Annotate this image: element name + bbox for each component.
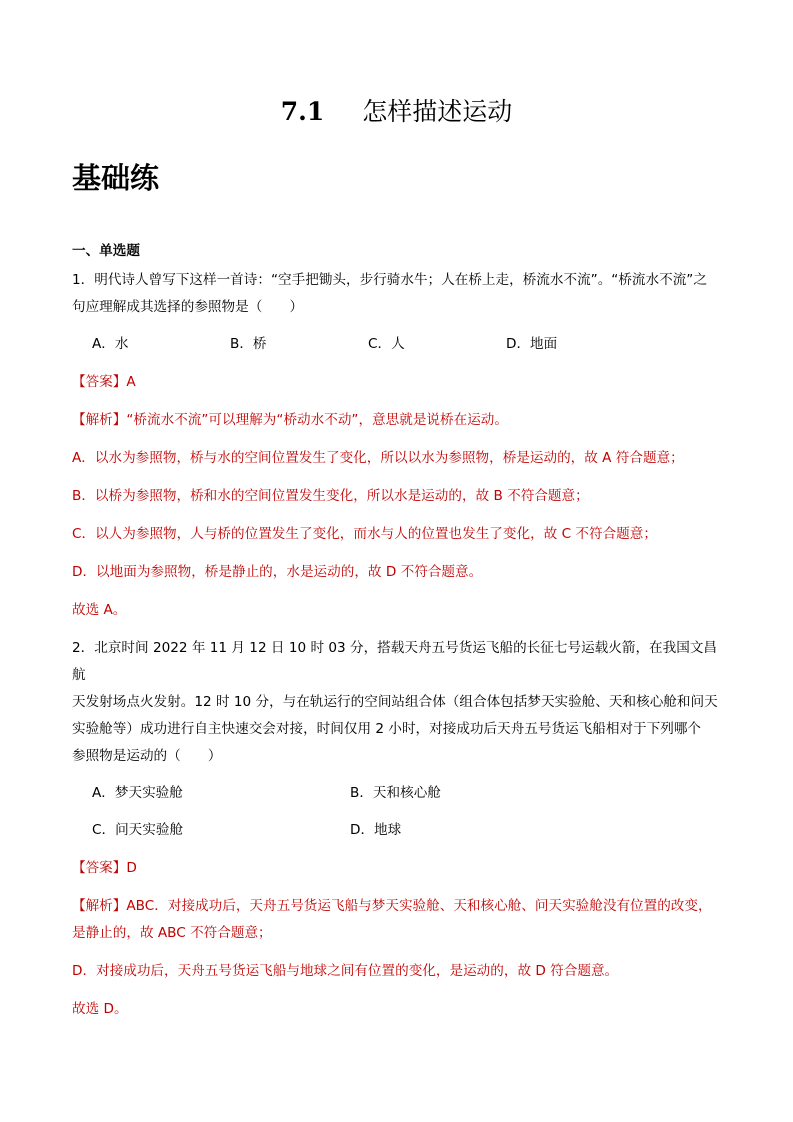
analysis-text: “桥流水不流”可以理解为“桥动水不动”，意思就是说桥在运动。 (126, 412, 508, 428)
question-1-analysis-b: B．以桥为参照物，桥和水的空间位置发生变化，所以水是运动的，故 B 不符合题意； (72, 488, 589, 504)
question-2-line-2: 天发射场点火发射。12 时 10 分，与在轨运行的空间站组合体（组合体包括梦天实验舱、天和核心舱和问天 (72, 694, 718, 710)
answer-tag: 【答案】 (72, 374, 127, 390)
question-1-line-2: 句应理解成其选择的参照物是（ ） (72, 299, 304, 315)
question-1-conclusion: 故选 A。 (72, 602, 127, 618)
page-title (0, 94, 793, 130)
question-1-options (72, 331, 722, 358)
analysis-text: ABC．对接成功后，天舟五号货运飞船与梦天实验舱、天和核心舱、问天实验舱没有位置的改变， (126, 898, 712, 914)
question-2-analysis-d: D．对接成功后，天舟五号货运飞船与地球之间有位置的变化，是运动的，故 D 符合题意。 (72, 963, 619, 979)
question-1-analysis-intro (72, 407, 722, 434)
analysis-tag: 【解析】 (72, 412, 127, 428)
question-2-answer (72, 855, 722, 882)
question-2-options-row-1 (72, 780, 722, 807)
question-1-analysis-d: D．以地面为参照物，桥是静止的，水是运动的，故 D 不符合题意。 (72, 564, 483, 580)
question-2-conclusion: 故选 D。 (72, 1001, 128, 1017)
subsection-heading: 一、单选题 (72, 243, 140, 259)
option-d: D．地球 (350, 822, 402, 838)
question-2-line-1: 2．北京时间 2022 年 11 月 12 日 10 时 03 分，搭载天舟五号货运飞船的长征七号运载火箭，在我国文昌航 (72, 640, 718, 683)
option-a: A．梦天实验舱 (92, 785, 183, 801)
section-heading: 基础练 (72, 161, 160, 195)
analysis-tag: 【解析】 (72, 898, 127, 914)
document-body (72, 238, 722, 1023)
answer-tag: 【答案】 (72, 860, 127, 876)
question-1-analysis-a: A．以水为参照物，桥与水的空间位置发生了变化，所以以水为参照物，桥是运动的，故 A 符合题意； (72, 450, 684, 466)
answer-value: D (126, 860, 137, 876)
question-2-line-4: 参照物是运动的（ ） (72, 748, 222, 764)
question-1-line-1: 1．明代诗人曾写下这样一首诗：“空手把锄头，步行骑水牛；人在桥上走，桥流水不流”。“桥流水不流”之 (72, 272, 707, 288)
option-a: A．水 (92, 336, 129, 352)
question-2-options-row-2 (72, 817, 722, 844)
option-c: C．人 (368, 336, 405, 352)
title-text: 怎样描述运动 (362, 97, 513, 126)
option-c: C．问天实验舱 (92, 822, 184, 838)
question-1-analysis-c: C．以人为参照物，人与桥的位置发生了变化，而水与人的位置也发生了变化，故 C 不符合题意； (72, 526, 657, 542)
title-number: 7.1 (280, 97, 325, 126)
option-d: D．地面 (506, 336, 558, 352)
option-b: B．天和核心舱 (350, 785, 441, 801)
answer-value: A (126, 374, 136, 390)
question-2-analysis-line-2: 是静止的，故 ABC 不符合题意； (72, 925, 272, 941)
option-b: B．桥 (230, 336, 267, 352)
question-2-line-3: 实验舱等）成功进行自主快速交会对接，时间仅用 2 小时，对接成功后天舟五号货运飞船相对于下列哪个 (72, 721, 702, 737)
question-1-answer (72, 369, 722, 396)
question-2-analysis-line-1 (72, 893, 722, 920)
